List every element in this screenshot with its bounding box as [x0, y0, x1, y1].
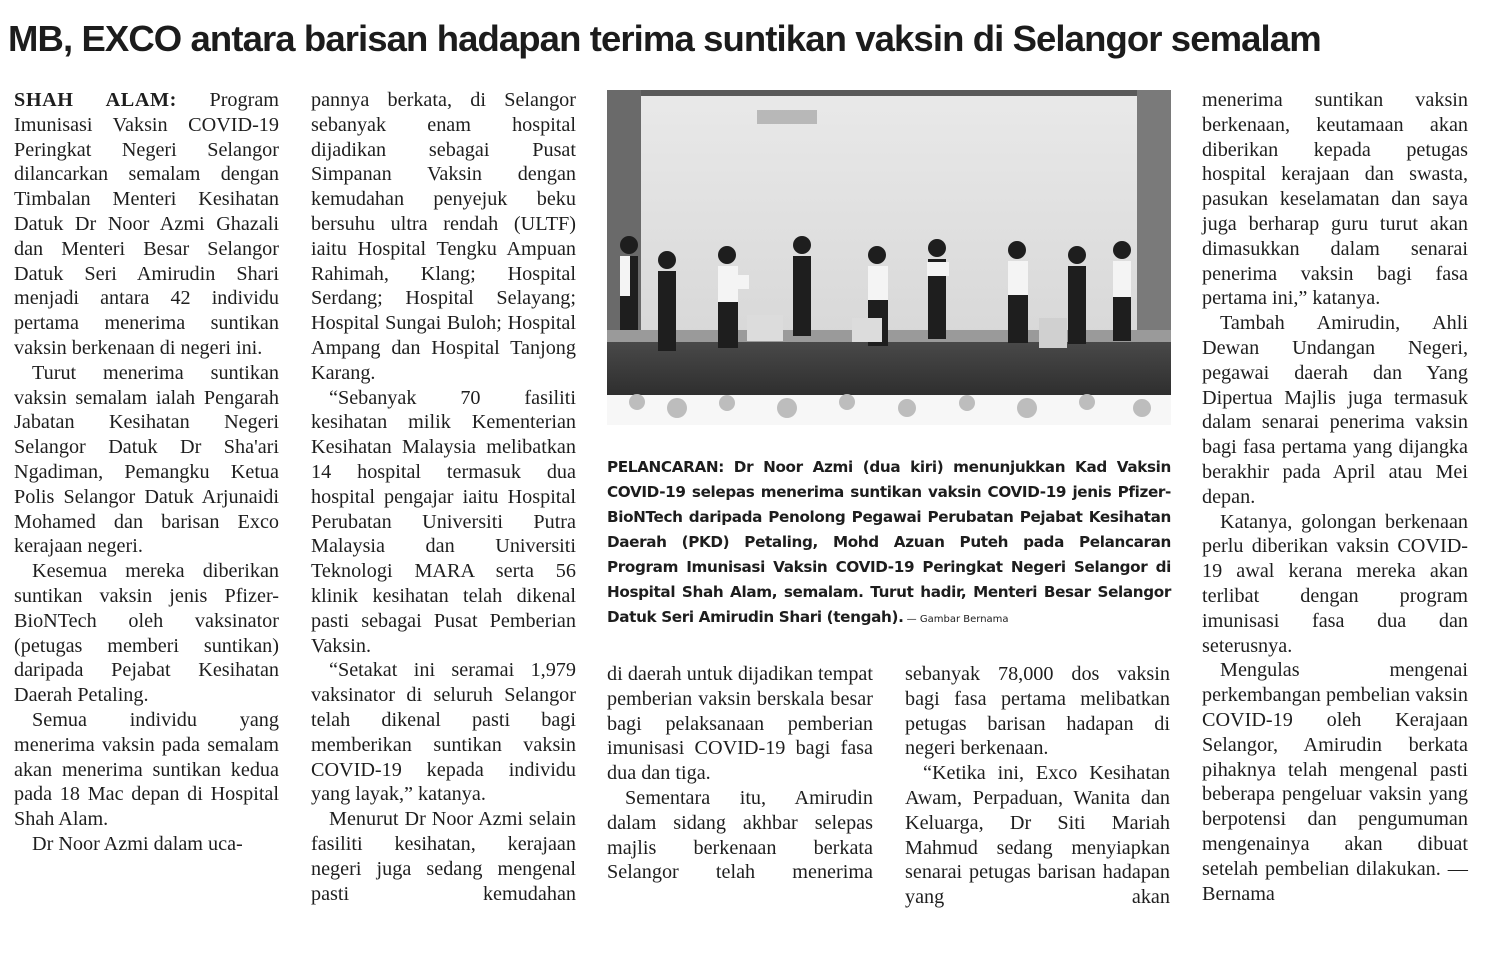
paragraph: menerima suntikan vaksin berkenaan, keutamaan akan diberikan kepada petugas hospital kerajaan dan swasta, pasukan keselamatan dan saya juga berharap guru turut akan dimasukkan dalam senarai penerima vaksin bagi fasa pertama ini,” katanya.	[1202, 89, 1468, 310]
paragraph: di daerah untuk dijadikan tempat pemberian vaksin berskala besar bagi pelaksanaan pemberian imunisasi COVID-19 bagi fasa dua dan tiga.	[607, 663, 873, 785]
article-column-2	[311, 88, 576, 906]
lead-text: Program Imunisasi Vaksin COVID-19 Peringkat Negeri Selangor dilancarkan semalam dengan Timbalan Menteri Kesihatan Datuk Dr Noor Azmi Ghazali dan Menteri Besar Selangor Datuk Seri Amirudin Shari menjadi antara 42 individu pertama menerima suntikan vaksin berkenaan di negeri ini.	[14, 89, 279, 359]
paragraph: Mengulas mengenai perkembangan pembelian vaksin COVID-19 oleh Kerajaan Selangor, Amirudin berkata pihaknya telah mengenal pasti beberapa pengeluar vaksin yang berpotensi dan pengumuman mengenainya akan dibuat setelah pembelian dilakukan. — Bernama	[1202, 659, 1468, 905]
dateline: SHAH ALAM:	[14, 89, 177, 111]
caption-text: PELANCARAN: Dr Noor Azmi (dua kiri) menunjukkan Kad Vaksin COVID-19 selepas menerima suntikan vaksin COVID-19 jenis Pfizer-BioNTech daripada Penolong Pegawai Perubatan Pejabat Kesihatan Daerah (PKD) Petaling, Mohd Azuan Puteh pada Pelancaran Program Imunisasi Vaksin COVID-19 Peringkat Negeri Selangor di Hospital Shah Alam, semalam. Turut hadir, Menteri Besar Selangor Datuk Seri Amirudin Shari (tengah).	[607, 458, 1171, 626]
news-photo	[607, 90, 1171, 425]
paragraph: Sementara itu, Amirudin dalam sidang akhbar selepas majlis berkenaan berkata Selangor telah menerima	[607, 786, 873, 884]
article-column-3	[607, 662, 873, 885]
photo-caption	[607, 455, 1171, 632]
paragraph: Katanya, golongan berkenaan perlu diberikan vaksin COVID-19 awal kerana mereka akan terlibat dengan program imunisasi fasa dua dan seterusnya.	[1202, 510, 1468, 657]
paragraph: Semua individu yang menerima vaksin pada semalam akan menerima suntikan kedua pada 18 Mac depan di Hospital Shah Alam.	[14, 708, 279, 831]
article-column-4	[905, 662, 1170, 910]
article-column-5	[1202, 88, 1468, 906]
headline: MB, EXCO antara barisan hadapan terima suntikan vaksin di Selangor semalam	[8, 18, 1321, 59]
paragraph: pannya berkata, di Selangor sebanyak enam hospital dijadikan sebagai Pusat Simpanan Vaksin dengan kemudahan penyejuk beku bersuhu ultra rendah (ULTF) iaitu Hospital Tengku Ampuan Rahimah, Klang; Hospital Serdang; Hospital Selayang; Hospital Sungai Buloh; Hospital Ampang dan Hospital Tanjong Karang.	[311, 89, 576, 384]
paragraph: Turut menerima suntikan vaksin semalam ialah Pengarah Jabatan Kesihatan Negeri Selangor Datuk Dr Sha'ari Ngadiman, Pemangku Ketua Polis Selangor Datuk Arjunaidi Mohamed dan barisan Exco kerajaan negeri.	[14, 361, 279, 558]
paragraph: Dr Noor Azmi dalam uca-	[32, 832, 243, 855]
paragraph	[14, 88, 279, 361]
paragraph: Tambah Amirudin, Ahli Dewan Undangan Negeri, pegawai daerah dan Yang Dipertua Majlis juga termasuk dalam senarai penerima vaksin bagi fasa pertama yang dijangka berakhir pada April atau Mei depan.	[1202, 312, 1468, 508]
paragraph: Kesemua mereka diberikan suntikan vaksin jenis Pfizer-BioNTech oleh vaksinator (petugas memberi suntikan) daripada Pejabat Kesihatan Daerah Petaling.	[14, 560, 279, 707]
paragraph: “Setakat ini seramai 1,979 vaksinator di seluruh Selangor telah dikenal pasti bagi memberikan suntikan vaksin COVID-19 kepada individu yang layak,” katanya.	[311, 659, 576, 806]
paragraph: sebanyak 78,000 dos vaksin bagi fasa pertama melibatkan petugas barisan hadapan di negeri berkenaan.	[905, 663, 1170, 760]
paragraph: “Ketika ini, Exco Kesihatan Awam, Perpaduan, Wanita dan Keluarga, Dr Siti Mariah Mahmud sedang menyiapkan senarai petugas barisan hadapan yang akan	[905, 762, 1170, 909]
ceremony-photo	[607, 90, 1171, 425]
paragraph: “Sebanyak 70 fasiliti kesihatan milik Kementerian Kesihatan Malaysia melibatkan 14 hospital termasuk dua hospital pengajar iaitu Hospital Perubatan Universiti Putra Malaysia dan Universiti Teknologi MARA serta 56 klinik kesihatan telah dikenal pasti sebagai Pusat Pemberian Vaksin.	[311, 386, 576, 657]
article-column-1	[14, 88, 279, 857]
photo-credit: — Gambar Bernama	[903, 614, 1009, 625]
paragraph: Menurut Dr Noor Azmi selain fasiliti kesihatan, kerajaan negeri juga sedang mengenal pasti kemudahan	[311, 808, 576, 905]
